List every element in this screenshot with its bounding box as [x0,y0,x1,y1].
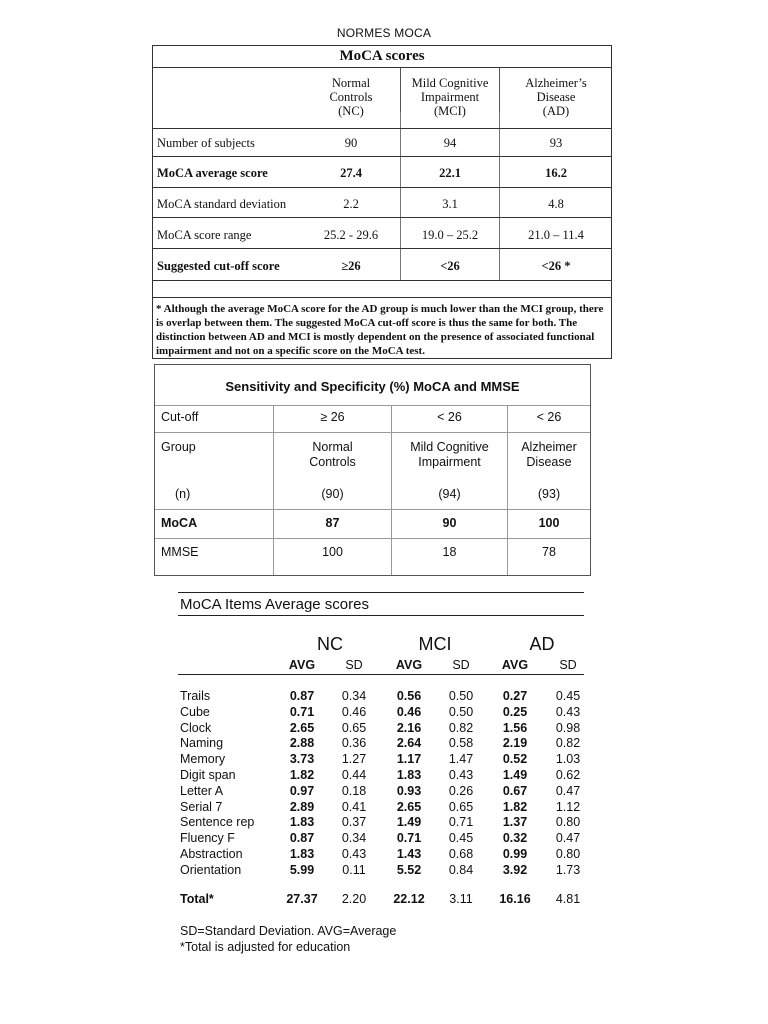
cell-value: 0.65 [341,720,367,735]
cell-value: (93) [537,487,561,501]
row-label: MMSE [161,545,199,559]
row-label: Orientation [180,862,242,877]
cell-value: 0.47 [555,831,581,846]
table-row [178,863,584,879]
cell-value: 0.46 [396,704,422,719]
cell-value: ≥ 26 [320,410,345,424]
row-label: Digit span [180,768,236,782]
cell-value: 0.36 [341,736,367,751]
divider [153,187,611,188]
cell-value: 0.50 [448,704,474,719]
cell-value: ≥26 [341,259,361,273]
cell-value: 0.47 [555,783,581,798]
cell-value: 1.56 [502,720,528,735]
table-title: MoCA scores [339,48,425,64]
cell-value: 94 [443,136,457,150]
cell-value: 0.98 [555,720,581,735]
divider [178,674,584,675]
cell-value: 21.0 – 11.4 [528,228,584,242]
cell-value: 2.89 [289,799,315,814]
cell-value: 16.16 [499,892,531,906]
cell-value: 2.65 [396,799,422,814]
row-label: MoCA [161,516,198,530]
cell-value: 25.2 - 29.6 [323,228,379,242]
cell-value: 1.83 [289,847,315,861]
row-label: Cube [180,704,210,719]
cell-value: 1.73 [555,862,581,877]
row-label: Sentence rep [180,815,255,830]
column-header-ad: Alzheimer’s Disease (AD) [525,76,587,118]
cell-value: 90 [344,136,358,150]
footnote: * Although the average MoCA score for the AD group is much lower than the MCI group, there is overlap between them. The suggested MoCA cut-off score is thus the same for both. The distinction between AD and MCI is mostly dependent on the presence of associated functional impairment and not on a specific score on the MoCA test. [156,303,604,357]
cell-value: 22.1 [439,166,461,180]
cell-value: 5.52 [396,862,422,877]
cell-value: < 26 [536,410,562,424]
row-label: Fluency F [180,831,235,846]
table-row [178,705,584,721]
row-label: MoCA standard deviation [157,197,287,211]
cell-value: 0.11 [342,862,366,877]
cell-value: 0.99 [502,847,528,861]
cell-value: 0.26 [448,783,474,798]
cell-value: 1.43 [396,847,422,861]
cell-value: 0.43 [555,704,581,719]
table-row [178,721,584,737]
cell-value: 1.82 [502,799,528,814]
cell-value: (94) [438,487,461,501]
row-label: Memory [180,752,226,767]
note: SD=Standard Deviation. AVG=Average [180,924,397,938]
cell-value: 93 [549,136,563,150]
cell-value: 0.67 [502,783,528,798]
divider [153,128,611,129]
row-label: Naming [180,736,224,751]
table-row-total [178,892,584,908]
table-title: MoCA Items Average scores [180,596,369,613]
cell-value: 0.93 [396,783,422,798]
divider [153,280,611,281]
divider [155,509,590,510]
cell-value: 0.43 [448,768,474,782]
cell-value: 1.82 [289,768,315,782]
cell-value: 1.49 [396,815,422,830]
cell-value: (90) [321,487,344,501]
cell-value: Alzheimer Disease [521,440,577,469]
row-label: Suggested cut-off score [157,259,280,273]
cell-value: 16.2 [545,166,567,180]
cell-value: 1.37 [502,815,528,830]
cell-value: 0.32 [502,831,528,846]
group-header-ad: AD [529,634,555,654]
table-row [178,689,584,705]
cell-value: 2.16 [396,720,422,735]
divider [153,156,611,157]
moca-scores-table [152,45,612,359]
row-label: Trails [180,689,211,703]
cell-value: 27.4 [340,166,362,180]
cell-value: 2.65 [289,720,315,735]
table-row [178,768,584,784]
table-row [178,847,584,863]
sensitivity-specificity-table [154,364,591,576]
cell-value: 1.17 [396,752,422,767]
cell-value: 90 [442,516,457,530]
row-label: Serial 7 [180,799,223,814]
cell-value: 100 [538,516,560,530]
divider [178,615,584,616]
divider [178,592,584,593]
cell-value: 0.27 [502,689,528,703]
row-label: Clock [180,720,212,735]
cell-value: 2.19 [502,736,528,751]
row-label: Cut-off [161,410,199,424]
cell-value: 0.43 [341,847,367,861]
cell-value: 2.2 [343,197,359,211]
cell-value: 0.80 [555,847,581,861]
table-row [178,736,584,752]
cell-value: Normal Controls [309,440,356,469]
row-label: (n) [175,487,191,501]
cell-value: 87 [325,516,340,530]
table-row [178,831,584,847]
cell-value: 0.87 [289,831,315,846]
cell-value: 1.49 [502,768,528,782]
cell-value: 18 [442,545,457,559]
row-label: Abstraction [180,847,243,861]
divider [155,405,590,406]
cell-value: 22.12 [393,892,425,906]
row-label: Total* [180,892,214,906]
column-header-mci: Mild Cognitive Impairment (MCI) [411,76,489,118]
cell-value: 19.0 – 25.2 [421,228,479,242]
cell-value: 0.82 [448,720,474,735]
cell-value: 0.58 [448,736,474,751]
row-label: MoCA score range [157,228,252,242]
subheader-avg: AVG [501,658,529,672]
cell-value: 0.41 [341,799,367,814]
cell-value: 0.71 [396,831,422,846]
cell-value: 2.64 [396,736,422,751]
cell-value: <26 * [541,259,571,273]
cell-value: 0.34 [341,689,367,703]
divider [153,67,611,68]
cell-value: 0.87 [289,689,315,703]
row-label: Number of subjects [157,136,255,150]
cell-value: 0.37 [341,815,367,830]
cell-value: 0.44 [341,768,367,782]
cell-value: 0.71 [289,704,315,719]
divider [153,217,611,218]
cell-value: 0.18 [341,783,367,798]
cell-value: 0.34 [341,831,367,846]
subheader-avg: AVG [288,658,316,672]
cell-value: 1.27 [341,752,367,767]
cell-value: < 26 [437,410,462,424]
cell-value: 0.56 [396,689,422,703]
cell-value: 4.81 [555,892,581,906]
cell-value: 0.62 [555,768,581,782]
cell-value: 3.92 [502,862,528,877]
cell-value: 0.97 [289,783,315,798]
group-header-nc: NC [317,634,343,654]
column-header-nc: Normal Controls (NC) [329,76,373,118]
subheader-avg: AVG [395,658,423,672]
cell-value: 3.73 [289,752,315,767]
divider [155,432,590,433]
cell-value: 3.11 [449,892,473,906]
group-header-mci: MCI [418,634,452,654]
cell-value: 4.8 [548,197,564,211]
cell-value: 78 [542,545,556,559]
cell-value: 0.80 [555,815,581,830]
cell-value: 0.68 [448,847,474,861]
cell-value: 2.20 [341,892,367,906]
cell-value: 1.83 [289,815,315,830]
cell-value: 0.25 [502,704,528,719]
table-title: Sensitivity and Specificity (%) MoCA and MMSE [225,379,520,394]
divider [153,248,611,249]
cell-value: <26 [440,259,460,273]
table-row [178,815,584,831]
cell-value: 0.71 [448,815,474,830]
cell-value: 3.1 [442,197,458,211]
cell-value: 0.46 [341,704,367,719]
cell-value: 2.88 [289,736,315,751]
cell-value: Mild Cognitive Impairment [410,440,489,469]
cell-value: 1.47 [448,752,474,767]
cell-value: 0.82 [555,736,581,751]
cell-value: 1.83 [396,768,422,782]
subheader-sd: SD [559,658,577,672]
cell-value: 0.45 [555,689,581,703]
table-row [178,800,584,816]
cell-value: 0.84 [448,862,474,877]
subheader-sd: SD [345,658,363,672]
row-label: MoCA average score [157,166,268,180]
cell-value: 0.50 [448,689,474,703]
cell-value: 1.12 [555,799,581,814]
cell-value: 0.52 [502,752,528,767]
page-title: NORMES MOCA [336,26,432,40]
table-row [178,752,584,768]
note: *Total is adjusted for education [180,940,351,954]
cell-value: 1.03 [555,752,581,767]
divider [153,297,611,298]
cell-value: 0.65 [448,799,474,814]
cell-value: 27.37 [286,892,318,906]
subheader-sd: SD [452,658,470,672]
table-row [178,784,584,800]
divider [155,538,590,539]
cell-value: 100 [322,545,343,559]
cell-value: 0.45 [448,831,474,846]
cell-value: 5.99 [289,862,315,877]
row-label: Group [161,440,196,454]
item-average-scores-table [178,592,584,962]
row-label: Letter A [180,783,224,798]
